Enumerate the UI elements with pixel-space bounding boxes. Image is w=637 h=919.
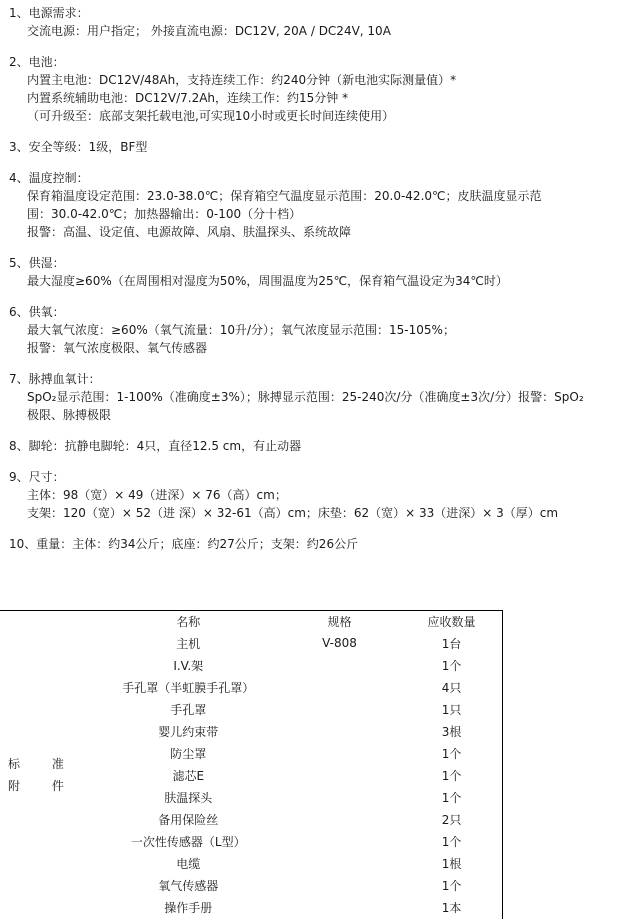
section-title: 5、供湿： (9, 256, 65, 270)
section-line: SpO₂显示范围：1-100%（准确度±3%）；脉搏显示范围：25-240次/分（准确度±3次/分）报警：SpO₂ (27, 390, 584, 404)
section-gap (9, 357, 629, 370)
section-line: 支架：120（宽）× 52（进 深）× 32-61（高）cm；床垫：62（宽）× 33（进深）× 3（厚）cm (27, 506, 559, 520)
section-line: 主体：98（宽）× 49（进深）× 76（高）cm； (27, 488, 287, 502)
item-qty: 1个 (441, 768, 462, 783)
item-spec (278, 720, 401, 742)
spec-section (9, 303, 629, 357)
section-line: 最大湿度≥60%（在周围相对湿度为50%，周围温度为25℃，保育箱气温设定为34℃时） (27, 274, 508, 288)
spec-section (9, 53, 629, 125)
section-line: 报警：氧气浓度极限、氧气传感器 (27, 341, 208, 355)
spec-section (9, 370, 629, 424)
item-qty: 1个 (441, 834, 462, 849)
section-title: 10、重量：主体：约34公斤；底座：约27公斤；支架：约26公斤 (9, 537, 359, 551)
item-spec (278, 786, 401, 808)
section-line: 围：30.0-42.0℃；加热器输出：0-100（分十档） (27, 207, 302, 221)
section-line: 保育箱温度设定范围：23.0-38.0℃；保育箱空气温度显示范围：20.0-42.0℃；皮肤温度显示范 (27, 189, 542, 203)
section-title: 4、温度控制： (9, 171, 89, 185)
section-gap (9, 40, 629, 53)
item-name: 滤芯E (172, 768, 205, 783)
item-spec (278, 654, 401, 676)
item-name: 备用保险丝 (158, 812, 219, 827)
section-line: （可升级至：底部支架托载电池,可实现10小时或更长时间连续使用） (27, 109, 395, 123)
item-qty: 1根 (441, 856, 462, 871)
item-qty: 1台 (441, 636, 462, 651)
section-line: 交流电源：用户指定； 外接直流电源：DC12V, 20A / DC24V, 10A (27, 24, 391, 38)
section-line: 报警：高温、设定值、电源故障、风扇、肤温探头、系统故障 (27, 225, 352, 239)
spec-list (9, 4, 629, 553)
item-name: 操作手册 (164, 900, 213, 915)
section-title: 6、供氧： (9, 305, 65, 319)
section-title: 8、脚轮：抗静电脚轮：4只，直径12.5 cm，有止动器 (9, 439, 302, 453)
item-qty: 1个 (441, 790, 462, 805)
section-line: 内置主电池：DC12V/48Ah，支持连续工作：约240分钟（新电池实际测量值）* (27, 73, 457, 87)
category-cell (0, 632, 99, 918)
item-name: 主机 (176, 636, 201, 651)
section-title: 9、尺寸： (9, 470, 65, 484)
item-qty: 1个 (441, 658, 462, 673)
item-spec (278, 676, 401, 698)
section-title: 2、电池： (9, 55, 65, 69)
header-spec: 规格 (327, 614, 352, 629)
item-name: 电缆 (176, 856, 201, 871)
table-header-row (0, 610, 502, 632)
spec-section (9, 169, 629, 241)
section-title: 1、电源需求： (9, 6, 89, 20)
item-name: I.V.架 (173, 658, 204, 673)
item-spec (278, 852, 401, 874)
section-gap (9, 455, 629, 468)
section-title: 7、脉搏血氧计： (9, 372, 101, 386)
category-label: 附 件 (8, 779, 78, 793)
item-spec (278, 896, 401, 918)
item-qty: 1个 (441, 878, 462, 893)
accessory-table (0, 610, 502, 918)
section-gap (9, 290, 629, 303)
item-qty: 4只 (441, 680, 462, 695)
section-title: 3、安全等级：1级，BF型 (9, 140, 148, 154)
item-spec (278, 808, 401, 830)
item-name: 一次性传感器（L型） (130, 834, 246, 849)
item-qty: 1只 (441, 702, 462, 717)
item-name: 氧气传感器 (158, 878, 219, 893)
item-spec (278, 830, 401, 852)
header-name: 名称 (176, 614, 201, 629)
item-name: 婴儿约束带 (158, 724, 219, 739)
item-spec (278, 698, 401, 720)
section-line: 内置系统辅助电池：DC12V/7.2Ah，连续工作：约15分钟 * (27, 91, 349, 105)
item-name: 肤温探头 (164, 790, 213, 805)
item-qty: 1本 (441, 900, 462, 915)
section-gap (9, 125, 629, 138)
spec-section (9, 138, 629, 156)
header-category (0, 610, 99, 632)
spec-section (9, 437, 629, 455)
section-line: 最大氧气浓度：≥60%（氧气流量：10升/分）；氧气浓度显示范围：15-105%； (27, 323, 455, 337)
spec-section (9, 4, 629, 40)
section-gap (9, 241, 629, 254)
item-name: 手孔罩 (170, 702, 207, 717)
spec-section (9, 254, 629, 290)
section-gap (9, 522, 629, 535)
item-spec (278, 742, 401, 764)
header-qty: 应收数量 (427, 614, 476, 629)
category-label: 标 准 (8, 757, 78, 771)
item-spec: V-808 (322, 636, 357, 650)
item-spec (278, 764, 401, 786)
spec-section (9, 468, 629, 522)
item-qty: 1个 (441, 746, 462, 761)
accessory-table-body (0, 632, 502, 918)
item-name: 防尘罩 (170, 746, 207, 761)
item-spec (278, 874, 401, 896)
item-name: 手孔罩（半虹膜手孔罩） (122, 680, 255, 695)
table-row (0, 632, 502, 654)
section-line: 极限、脉搏极限 (27, 408, 112, 422)
item-qty: 2只 (441, 812, 462, 827)
section-gap (9, 424, 629, 437)
section-gap (9, 156, 629, 169)
item-qty: 3根 (441, 724, 462, 739)
spec-section (9, 535, 629, 553)
